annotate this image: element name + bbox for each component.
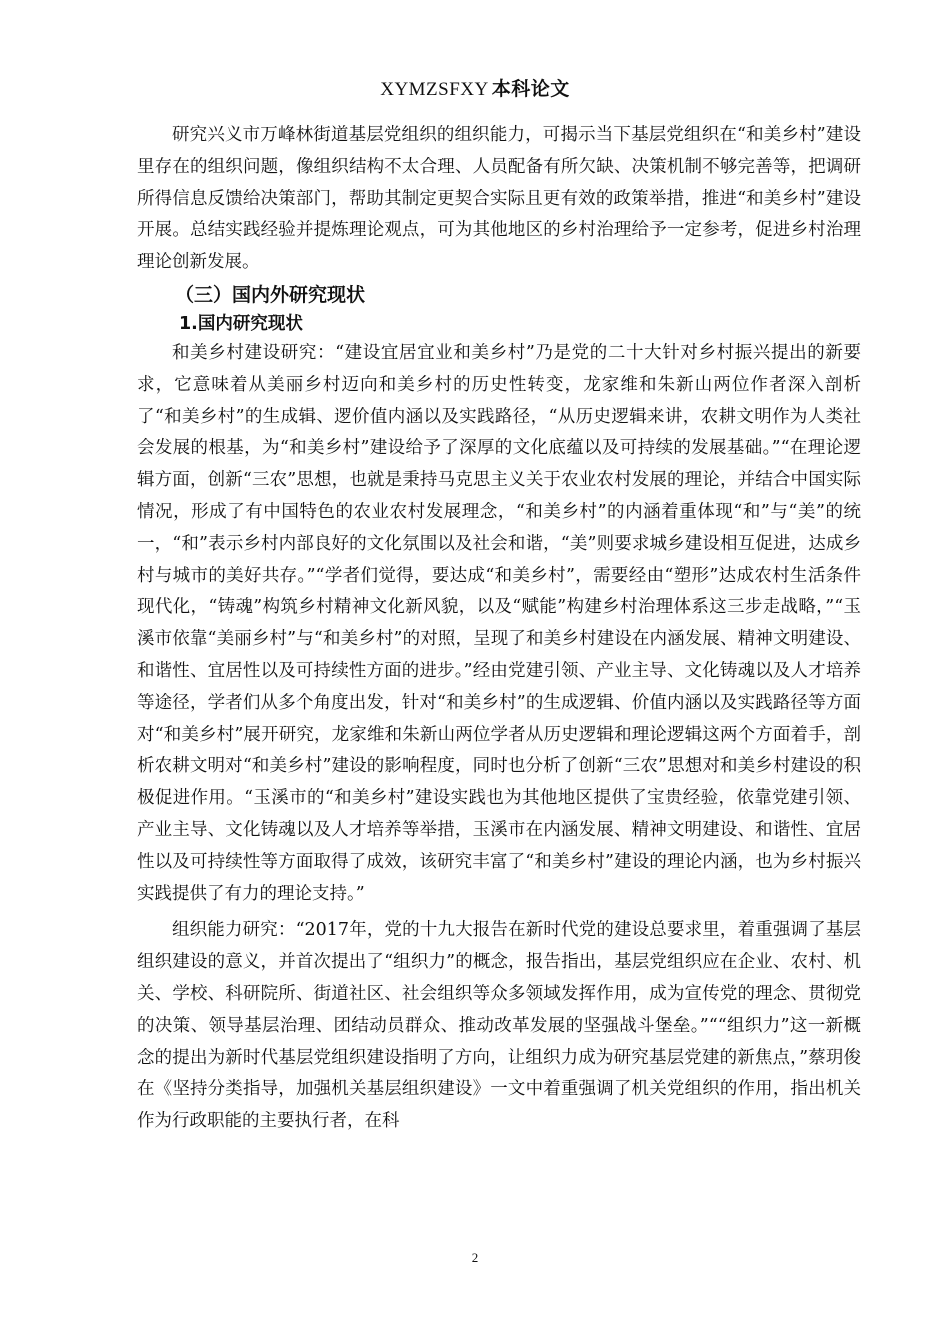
document-body [137, 120, 861, 1138]
hemei-research-paragraph: 和美乡村建设研究：“建设宜居宜业和美乡村”乃是党的二十大针对乡村振兴提出的新要求，它意味着从美丽乡村迈向和美乡村的历史性转变，龙家维和朱新山两位作者深入剖析了“和美乡村”的生成辑、逻价值内涵以及实践路径，“从历史逻辑来讲，农耕文明作为人类社会发展的根基，为“和美乡村”建设给予了深厚的文化底蕴以及可持续的发展基础。”“在理论逻辑方面，创新“三农”思想，也就是秉持马克思主义关于农业农村发展的理论，并结合中国实际情况，形成了有中国特色的农业农村发展理念，“和美乡村”的内涵着重体现“和”与“美”的统一，“和”表示乡村内部良好的文化氛围以及社会和谐，“美”则要求城乡建设相互促进，达成乡村与城市的美好共存。”“学者们觉得，要达成“和美乡村”，需要经由“塑形”达成农村生活条件现代化，“铸魂”构筑乡村精神文化新风貌，以及“赋能”构建乡村治理体系这三步走战略，”“玉溪市依靠“美丽乡村”与“和美乡村”的对照，呈现了和美乡村建设在内涵发展、精神文明建设、和谐性、宜居性以及可持续性方面的进步。”经由党建引领、产业主导、文化铸魂以及人才培养等途径，学者们从多个角度出发，针对“和美乡村”的生成逻辑、价值内涵以及实践路径等方面对“和美乡村”展开研究，龙家维和朱新山两位学者从历史逻辑和理论逻辑这两个方面着手，剖析农耕文明对“和美乡村”建设的影响程度，同时也分析了创新“三农”思想对和美乡村建设的积极促进作用。“玉溪市的“和美乡村”建设实践也为其他地区提供了宝贵经验，依靠党建引领、产业主导、文化铸魂以及人才培养等举措，玉溪市在内涵发展、精神文明建设、和谐性、宜居性以及可持续性等方面取得了成效，该研究丰富了“和美乡村”建设的理论内涵，也为乡村振兴实践提供了有力的理论支持。” [137, 342, 861, 904]
header-label: 本科论文 [491, 78, 570, 100]
header-code: XYMZSFXY [380, 79, 489, 100]
page-number: 2 [471, 1250, 479, 1265]
intro-paragraph: 研究兴义市万峰林街道基层党组织的组织能力，可揭示当下基层党组织在“和美乡村”建设里存在的组织问题，像组织结构不太合理、人员配备有所欠缺、决策机制不够完善等，把调研所得信息反馈给决策部门，帮助其制定更契合实际且更有效的政策举措，推进“和美乡村”建设开展。总结实践经验并提炼理论观点，可为其他地区的乡村治理给予一定参考，促进乡村治理理论创新发展。 [137, 125, 861, 273]
page-header [0, 74, 950, 101]
section-heading: （三）国内外研究现状 [175, 283, 366, 306]
subsection-heading: 1.国内研究现状 [179, 313, 303, 334]
org-capacity-paragraph: 组织能力研究：“2017年，党的十九大报告在新时代党的建设总要求里，着重强调了基层组织建设的意义，并首次提出了“组织力”的概念，报告指出，基层党组织应在企业、农村、机关、学校、科研院所、街道社区、社会组织等众多领域发挥作用，成为宣传党的理念、贯彻党的决策、领导基层治理、团结动员群众、推动改革发展的坚强战斗堡垒。”““组织力”这一新概念的提出为新时代基层党组织建设指明了方向，让组织力成为研究基层党建的新焦点，”蔡玥俊在《坚持分类指导，加强机关基层组织建设》一文中着重强调了机关党组织的作用，指出机关作为行政职能的主要执行者，在科 [137, 920, 861, 1132]
